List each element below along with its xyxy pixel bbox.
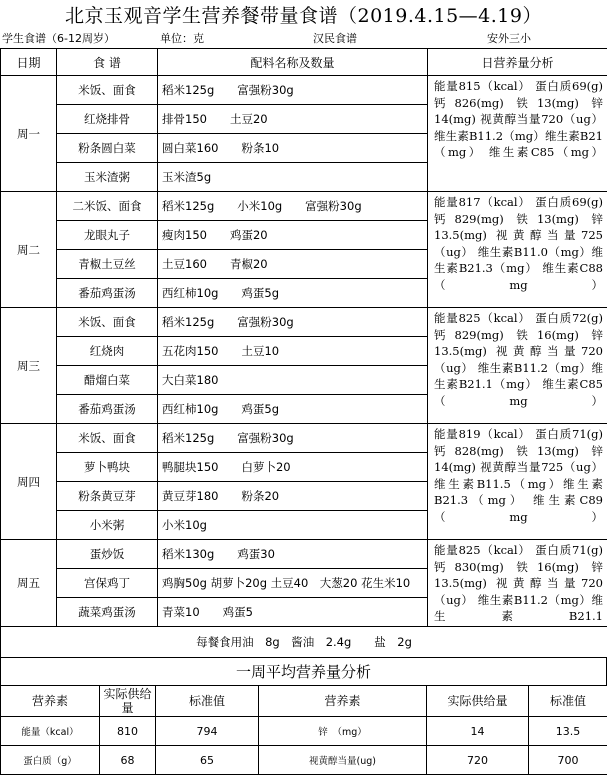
day-cell: 周三 <box>1 308 57 424</box>
day-cell: 周四 <box>1 424 57 540</box>
nutrient-header: 营养素 <box>1 686 100 717</box>
dish-cell: 番茄鸡蛋汤 <box>57 395 158 424</box>
nutrient-name: 视黄醇当量(ug) <box>259 746 427 775</box>
dish-cell: 红烧排骨 <box>57 105 158 134</box>
nutrition-header: 日营养量分析 <box>428 49 607 76</box>
nutrition-text: 能量825（kcal） 蛋白质71(g) 钙830(mg) 铁16(mg) 锌13.5(mg) 视黄醇当量720（ug） 维生素B11.2（mg）维生素B21.1 <box>434 542 603 624</box>
ingredients-cell: 排骨150 土豆20 <box>158 105 428 134</box>
ingredients-cell: 瘦肉150 鸡蛋20 <box>158 221 428 250</box>
ingredients-cell: 圆白菜160 粉条10 <box>158 134 428 163</box>
dish-cell: 粉条黄豆芽 <box>57 482 158 511</box>
page-title: 北京玉观音学生营养餐带量食谱（2019.4.15—4.19） <box>0 2 607 30</box>
ingredients-cell: 大白菜180 <box>158 366 428 395</box>
dish-cell: 米饭、面食 <box>57 308 158 337</box>
dish-cell: 二米饭、面食 <box>57 192 158 221</box>
actual-value: 14 <box>427 717 529 746</box>
dish-cell: 玉米渣粥 <box>57 163 158 192</box>
menu-type-label: 学生食谱（6-12周岁） <box>2 30 115 48</box>
table-row <box>1 76 607 105</box>
nutrient-name: 能量（kcal） <box>1 717 100 746</box>
dish-cell: 番茄鸡蛋汤 <box>57 279 158 308</box>
dish-cell: 蔬菜鸡蛋汤 <box>57 598 158 627</box>
table-row <box>1 746 607 775</box>
dish-cell: 小米粥 <box>57 511 158 540</box>
oil-row <box>1 627 607 658</box>
nutrition-text: 能量817（kcal） 蛋白质69(g) 钙829(mg) 铁13(mg) 锌13.5(mg) 视黄醇当量725（ug） 维生素B11.0（mg）维生素B21.3（mg） 维生素C88（mg） <box>434 194 603 306</box>
nutrient-name: 锌 （mg） <box>259 717 427 746</box>
actual-value: 68 <box>100 746 156 775</box>
table-row <box>1 308 607 337</box>
table-row <box>1 540 607 569</box>
nutrient-name: 蛋白质（g） <box>1 746 100 775</box>
day-cell: 周一 <box>1 76 57 192</box>
standard-value: 13.5 <box>529 717 607 746</box>
ethnic-label: 汉民食谱 <box>313 30 357 48</box>
actual-value: 720 <box>427 746 529 775</box>
ingredients-cell: 稻米125g 富强粉30g <box>158 76 428 105</box>
standard-value: 65 <box>156 746 259 775</box>
weekly-header-row <box>1 686 607 717</box>
ingredients-cell: 稻米130g 鸡蛋30 <box>158 540 428 569</box>
nutrition-cell <box>428 424 607 540</box>
standard-value: 794 <box>156 717 259 746</box>
ingredients-cell: 鸡胸50g 胡萝卜20g 土豆40 大葱20 花生米10 <box>158 569 428 598</box>
nutrient-header: 营养素 <box>259 686 427 717</box>
day-cell: 周五 <box>1 540 57 627</box>
menu-header-row <box>1 49 607 76</box>
ingredients-cell: 玉米渣5g <box>158 163 428 192</box>
nutrition-text: 能量815（kcal） 蛋白质69(g) 钙826(mg) 铁13(mg) 锌14(mg) 视黄醇当量720（ug） 维生素B11.2（mg）维生素B21（mg） 维生素C85（mg） <box>434 78 603 190</box>
dish-cell: 米饭、面食 <box>57 76 158 105</box>
table-row <box>1 424 607 453</box>
table-row <box>1 717 607 746</box>
dish-cell: 红烧肉 <box>57 337 158 366</box>
oil-salt-note: 每餐食用油 8g 酱油 2.4g 盐 2g <box>1 627 607 658</box>
menu-table <box>0 48 607 658</box>
actual-header: 实际供给量 <box>100 686 156 717</box>
nutrition-text: 能量819（kcal） 蛋白质71(g) 钙828(mg) 铁13(mg) 锌14(mg) 视黄醇当量725（ug） 维生素B11.5（mg）维生素B21.3（mg） 维生素C89（mg） <box>434 426 603 538</box>
table-row <box>1 192 607 221</box>
dish-cell: 米饭、面食 <box>57 424 158 453</box>
ingredients-cell: 西红柿10g 鸡蛋5g <box>158 279 428 308</box>
school-label: 安外三小 <box>487 30 531 48</box>
dish-cell: 萝卜鸭块 <box>57 453 158 482</box>
standard-header: 标准值 <box>156 686 259 717</box>
dish-header: 食 谱 <box>57 49 158 76</box>
ingredients-cell: 青菜10 鸡蛋5 <box>158 598 428 627</box>
nutrition-cell <box>428 540 607 627</box>
dish-cell: 青椒土豆丝 <box>57 250 158 279</box>
weekly-summary-table <box>0 685 607 775</box>
dish-cell: 醋熘白菜 <box>57 366 158 395</box>
nutrition-cell <box>428 192 607 308</box>
ingredients-cell: 土豆160 青椒20 <box>158 250 428 279</box>
ingredients-cell: 鸭腿块150 白萝卜20 <box>158 453 428 482</box>
standard-header: 标准值 <box>529 686 607 717</box>
dish-cell: 宫保鸡丁 <box>57 569 158 598</box>
weekly-summary-title: 一周平均营养量分析 <box>0 657 607 685</box>
ingredients-cell: 五花肉150 土豆10 <box>158 337 428 366</box>
nutrition-text: 能量825（kcal） 蛋白质72(g) 钙829(mg) 铁16(mg) 锌13.5(mg) 视黄醇当量720（ug） 维生素B11.2（mg）维生素B21.1（mg） 维生素C85（mg） <box>434 310 603 422</box>
day-cell: 周二 <box>1 192 57 308</box>
standard-value: 700 <box>529 746 607 775</box>
nutrition-cell <box>428 76 607 192</box>
dish-cell: 粉条圆白菜 <box>57 134 158 163</box>
actual-value: 810 <box>100 717 156 746</box>
ingredients-cell: 西红柿10g 鸡蛋5g <box>158 395 428 424</box>
nutrition-cell <box>428 308 607 424</box>
ingredients-cell: 稻米125g 小米10g 富强粉30g <box>158 192 428 221</box>
ingredients-cell: 小米10g <box>158 511 428 540</box>
actual-header: 实际供给量 <box>427 686 529 717</box>
date-header: 日期 <box>1 49 57 76</box>
dish-cell: 蛋炒饭 <box>57 540 158 569</box>
ingredients-cell: 稻米125g 富强粉30g <box>158 308 428 337</box>
ingredients-header: 配料名称及数量 <box>158 49 428 76</box>
dish-cell: 龙眼丸子 <box>57 221 158 250</box>
ingredients-cell: 黄豆芽180 粉条20 <box>158 482 428 511</box>
unit-label: 单位：克 <box>160 30 204 48</box>
ingredients-cell: 稻米125g 富强粉30g <box>158 424 428 453</box>
